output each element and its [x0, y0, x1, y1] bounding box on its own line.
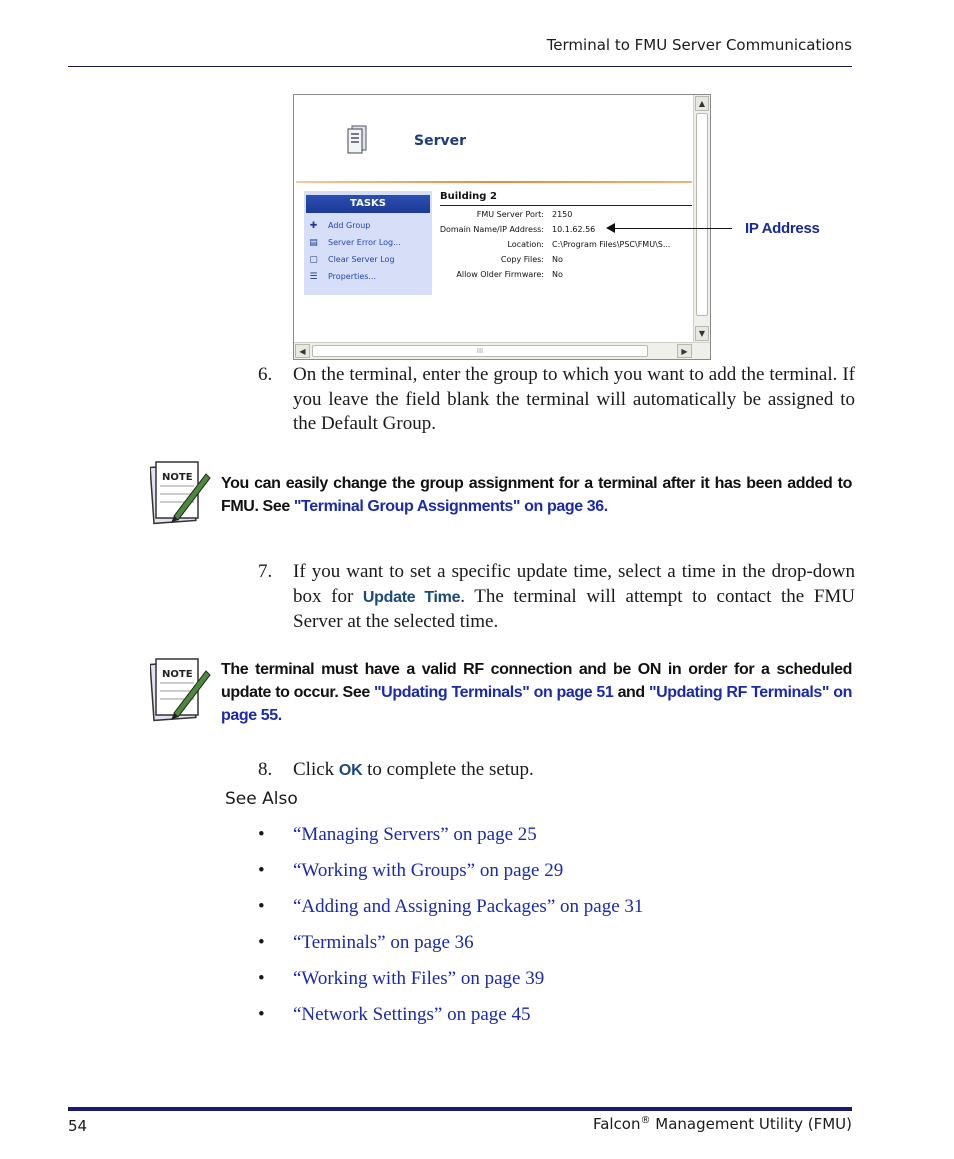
scroll-right-icon[interactable]: ▶ — [677, 344, 692, 358]
note-icon — [150, 655, 212, 725]
ip-address-callout: IP Address — [745, 220, 820, 237]
add-group-icon: ✚ — [309, 220, 318, 231]
bullet: • — [258, 860, 265, 881]
vertical-scroll-thumb[interactable] — [696, 113, 708, 316]
step-6-text: On the terminal, enter the group to which you want to add the terminal. If you leave the field blank the terminal will automatically be assigned to the Default Group. — [293, 364, 855, 434]
note-icon — [150, 458, 212, 528]
header-rule — [68, 66, 852, 67]
window-title: Server — [414, 133, 467, 149]
note-icon-label: NOTE — [162, 472, 193, 483]
bullet: • — [258, 1004, 265, 1025]
bullet: • — [258, 824, 265, 845]
title-divider — [296, 181, 692, 183]
step-number: 6. — [258, 364, 273, 385]
step-number: 8. — [258, 759, 273, 780]
tasks-heading: TASKS — [306, 195, 430, 213]
details-rule — [440, 205, 692, 206]
running-header: Terminal to FMU Server Communications — [546, 36, 852, 54]
updating-terminals-link[interactable]: "Updating Terminals" on page 51 — [373, 684, 614, 701]
see-also-link-managing-servers[interactable]: “Managing Servers” on page 25 — [293, 824, 537, 845]
detail-row: FMU Server Port: 2150 — [476, 210, 573, 219]
scroll-left-icon[interactable]: ◀ — [295, 344, 310, 358]
step-number: 7. — [258, 561, 273, 582]
clear-log-icon: ▢ — [309, 254, 318, 265]
task-server-error-log[interactable]: ▤ Server Error Log... — [309, 237, 401, 248]
note-1-text: You can easily change the group assignment for a terminal after it has been added to FMU. See "Terminal Group Assignments" on page 36. — [221, 475, 852, 515]
group-name: Building 2 — [440, 191, 497, 202]
task-clear-server-log[interactable]: ▢ Clear Server Log — [309, 254, 395, 265]
vertical-scrollbar[interactable] — [693, 95, 710, 342]
see-also-heading: See Also — [225, 789, 298, 809]
task-properties[interactable]: ☰ Properties... — [309, 271, 377, 282]
scroll-down-icon[interactable]: ▼ — [695, 326, 709, 341]
see-also-link-working-with-groups[interactable]: “Working with Groups” on page 29 — [293, 860, 564, 881]
step-7-text: If you want to set a specific update time, select a time in the drop-down box for Update Time. The terminal will attempt to contact the FMU Server at the selected time. — [293, 561, 856, 632]
step-8-text: Click OK to complete the setup. — [293, 759, 534, 780]
see-also-link-working-with-files[interactable]: “Working with Files” on page 39 — [293, 968, 545, 989]
detail-row: Allow Older Firmware: No — [456, 270, 563, 279]
note-2-text: The terminal must have a valid RF connection and be ON in order for a scheduled update to occur. See "Updating Terminals" on page 51 and "Updating RF Terminals" on page 55. — [221, 661, 853, 724]
properties-icon: ☰ — [309, 271, 318, 282]
updating-rf-terminals-link[interactable]: "Updating RF Terminals" on page 55 — [221, 684, 853, 724]
footer-rule — [68, 1107, 852, 1111]
page-number: 54 — [68, 1117, 88, 1135]
error-log-icon: ▤ — [309, 237, 318, 248]
horizontal-scrollbar[interactable] — [294, 342, 710, 359]
server-details — [439, 191, 698, 279]
bullet: • — [258, 932, 265, 953]
see-also-link-network-settings[interactable]: “Network Settings” on page 45 — [293, 1004, 531, 1025]
horizontal-scroll-thumb[interactable]: III — [312, 345, 648, 357]
note-icon-label: NOTE — [162, 669, 193, 680]
update-time-term: Update Time — [362, 588, 461, 606]
detail-row: Domain Name/IP Address: 10.1.62.56 — [439, 225, 596, 234]
detail-row: Location: C:\Program Files\PSC\FMU\S... — [507, 240, 671, 249]
see-also-link-packages[interactable]: “Adding and Assigning Packages” on page 31 — [293, 896, 644, 917]
task-add-group[interactable]: ✚ Add Group — [309, 220, 371, 231]
bullet: • — [258, 896, 265, 917]
see-also-link-terminals[interactable]: “Terminals” on page 36 — [293, 932, 474, 953]
server-icon — [346, 125, 368, 155]
scroll-up-icon[interactable]: ▲ — [695, 96, 709, 111]
terminal-group-assignments-link[interactable]: "Terminal Group Assignments" on page 36 — [293, 498, 604, 515]
detail-row: Copy Files: No — [500, 255, 563, 264]
callout-line — [612, 228, 732, 229]
ok-term: OK — [338, 762, 363, 779]
tasks-panel — [304, 191, 432, 295]
bullet: • — [258, 968, 265, 989]
server-screenshot — [293, 94, 711, 360]
footer-title: Falcon® Management Utility (FMU) — [592, 1115, 852, 1133]
